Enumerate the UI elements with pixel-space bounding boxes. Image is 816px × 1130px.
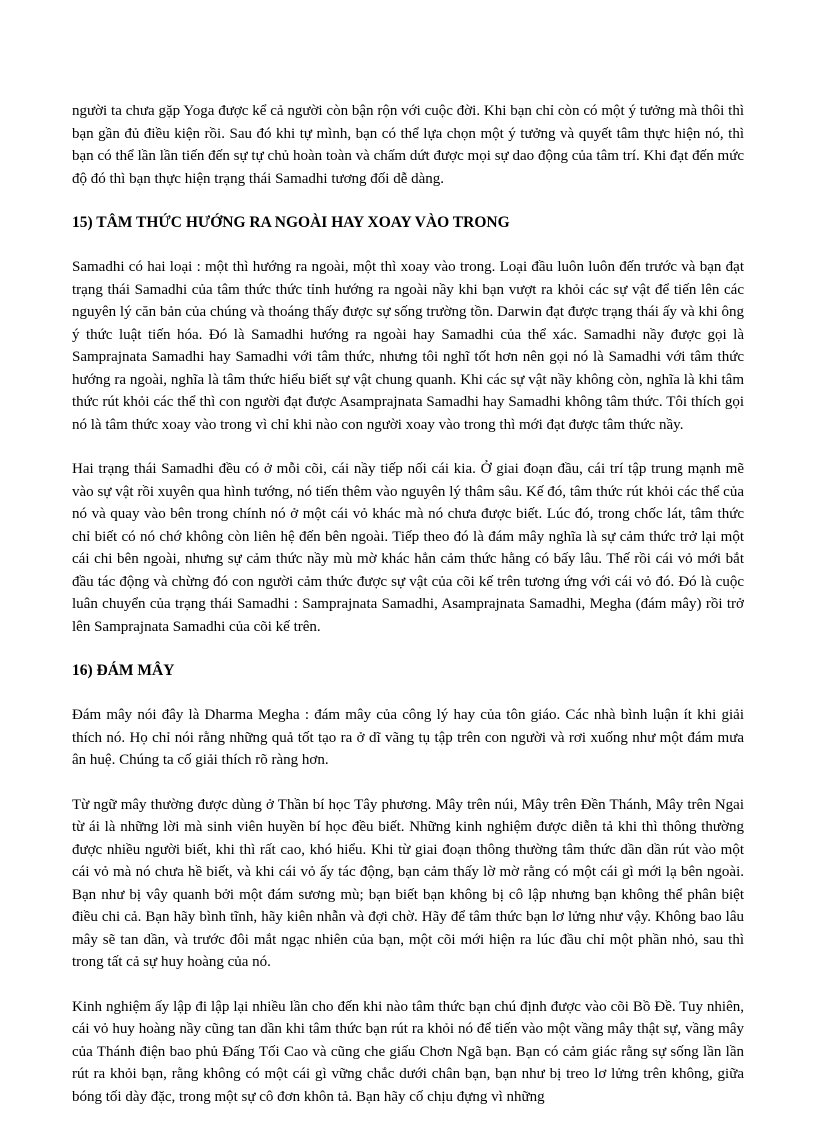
paragraph: Samadhi có hai loại : một thì hướng ra ngoài, một thì xoay vào trong. Loại đầu luôn luôn đến trước và bạn đạt trạng thái Samadhi của tâm thức thức tỉnh hướng ra ngoài nầy khi bạn vượt ra khỏi các sự vật để tiến lên các nguyên lý căn bản của chúng và thoáng thấy được sự sống trường tồn. Darwin đạt được trạng thái ấy và khi ông ý thức luật tiến hóa. Đó là Samadhi hướng ra ngoài hay Samadhi của thể xác. Samadhi nầy được gọi là Samprajnata Samadhi hay Samadhi với tâm thức, nhưng tôi nghĩ tốt hơn nên gọi nó là Samadhi với tâm thức hướng ra ngoài, nghĩa là tâm thức hiểu biết sự vật chung quanh. Khi các sự vật nầy không còn, nghĩa là khi tâm thức rút khỏi các thể thì con người đạt được Asamprajnata Samadhi hay Samadhi không tâm thức. Tôi thích gọi nó là tâm thức xoay vào trong vì chỉ khi nào con người xoay vào trong thì mới đạt được tâm thức nầy. (72, 259, 744, 433)
paragraph: Đám mây nói đây là Dharma Megha : đám mây của công lý hay của tôn giáo. Các nhà bình luận ít khi giải thích nó. Họ chỉ nói rằng những quả tốt tạo ra ở dĩ vãng tụ tập trên con người và rơi xuống như một đám mưa ân huệ. Chúng ta cố giải thích rõ ràng hơn. (72, 707, 744, 768)
document-page (72, 100, 744, 1130)
paragraph: Hai trạng thái Samadhi đều có ở mỗi cõi, cái nầy tiếp nối cái kia. Ở giai đoạn đầu, cái trí tập trung mạnh mẽ vào sự vật rồi xuyên qua hình tướng, nó tiến thêm vào nguyên lý thâm sâu. Kế đó, tâm thức rút khỏi các thể của nó và quay vào bên trong chính nó ở một cái vỏ khác mà nó chưa được biết. Lúc đó, trong chốc lát, tâm thức chỉ biết có nó chớ không còn liên hệ đến bên ngoài. Tiếp theo đó là đám mây nghĩa là sự cảm thức trở lại một cái chi bên ngoài, nhưng sự cảm thức nầy mù mờ khác hẳn cảm thức hằng có bấy lâu. Thế rồi cái vỏ mới bắt đầu tác động và chừng đó con người cảm thức được sự vật của cõi kế trên tương ứng với cái vỏ đó. Đó là cuộc luân chuyển của trạng thái Samadhi : Samprajnata Samadhi, Asamprajnata Samadhi, Megha (đám mây) rồi trở lên Samprajnata Samadhi của cõi kế trên. (72, 461, 744, 635)
section-heading-15: 15) TÂM THỨC HƯỚNG RA NGOÀI HAY XOAY VÀO TRONG (72, 214, 510, 231)
paragraph: Từ ngữ mây thường được dùng ở Thần bí học Tây phương. Mây trên núi, Mây trên Đền Thánh, Mây trên Ngai từ ái là những lời mà sinh viên huyền bí học đều biết. Những kinh nghiệm được diễn tả khi thì thông thường được nhiều người biết, khi thì rất cao, khó hiểu. Khi từ giai đoạn thông thường tâm thức dần dần rút vào một cái vỏ mà nó chưa hề biết, và khi cái vỏ ấy tác động, bạn cảm thấy lờ mờ rằng có một cái gì mới lạ bên ngoài. Bạn như bị vây quanh bởi một đám sương mù; bạn biết bạn không bị cô lập nhưng bạn không thể phân biệt điều chi cả. Bạn hãy bình tĩnh, hãy kiên nhẫn và đợi chờ. Hãy để tâm thức bạn lơ lửng như vậy. Không bao lâu mây sẽ tan dần, và trước đôi mắt ngạc nhiên của bạn, một cõi mới hiện ra lúc đầu chỉ một phần nhỏ, sau thì trong tất cả sự huy hoàng của nó. (72, 796, 744, 970)
paragraph: Kinh nghiệm ấy lập đi lập lại nhiều lần cho đến khi nào tâm thức bạn chú định được vào cõi Bồ Đề. Tuy nhiên, cái vỏ huy hoàng nầy cũng tan dần khi tâm thức bạn rút ra khỏi nó để tiến vào một vầng mây thật sự, vầng mây của Thánh điện bao phủ Đấng Tối Cao và cũng che giấu Chơn Ngã bạn. Bạn có cảm giác rằng sự sống lần lần rút ra khỏi bạn, rằng không có một cái gì vững chắc dưới chân bạn, bạn như bị treo lơ lửng trên không, giữa bóng tối dày đặc, trong một sự cô đơn khôn tả. Bạn hãy cố chịu đựng vì những (72, 998, 744, 1105)
paragraph-continuation: người ta chưa gặp Yoga được kể cả người còn bận rộn với cuộc đời. Khi bạn chỉ còn có một ý tưởng mà thôi thì bạn gần đủ điều kiện rồi. Sau đó khi tự mình, bạn có thể lựa chọn một ý tưởng và quyết tâm thực hiện nó, thì bạn có thể lần lần tiến đến sự tự chủ hoàn toàn và chấm dứt được mọi sự dao động của tâm trí. Khi đạt đến mức độ đó thì bạn thực hiện trạng thái Samadhi tương đối dễ dàng. (72, 103, 744, 187)
section-heading-16: 16) ĐÁM MÂY (72, 662, 175, 679)
